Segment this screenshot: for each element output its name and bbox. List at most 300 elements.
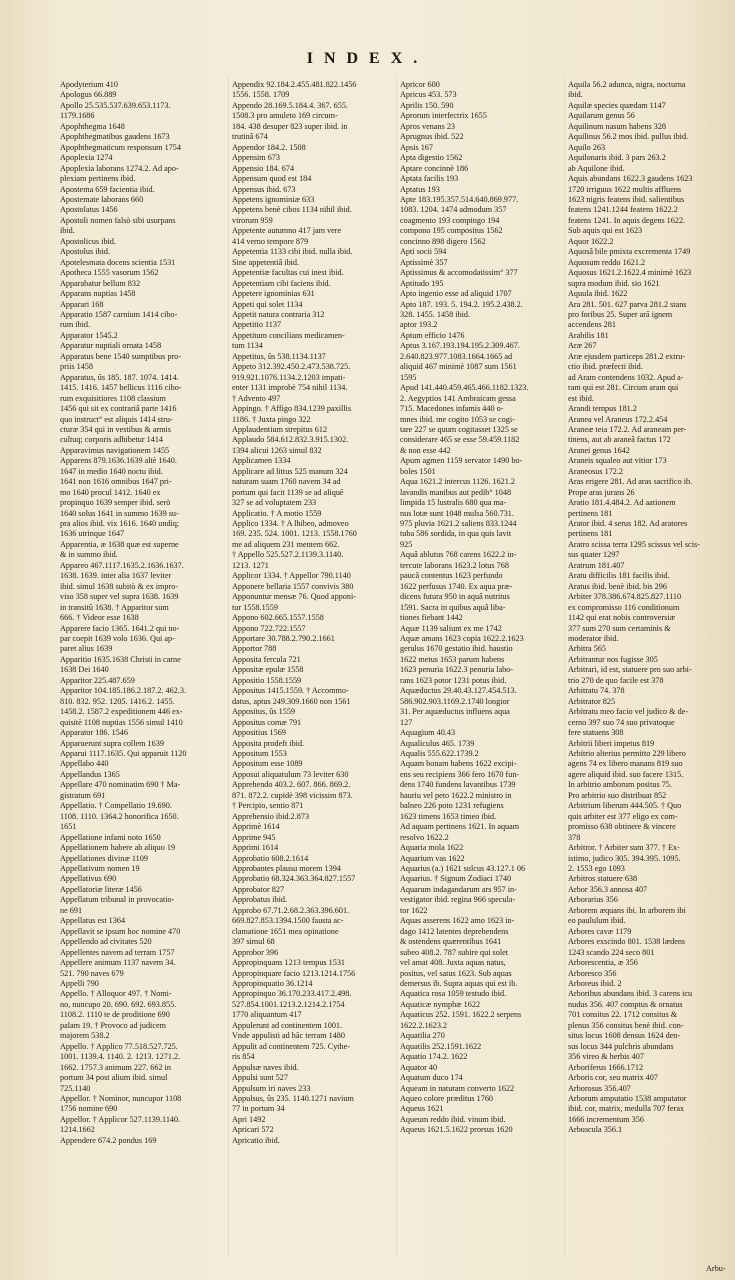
index-entry: Aras erigere 281. Ad aras sacrifico ib. xyxy=(568,477,693,487)
index-entry: Appetitum concilians medicamen- xyxy=(232,330,345,340)
index-entry: Appulsum iri naves 233 xyxy=(232,1083,311,1093)
index-entry: Apponere bellaria 1557 convivis 380 xyxy=(232,581,354,591)
index-entry: tum 1134 xyxy=(232,341,263,351)
index-entry: Aquatica rosa 1059 testudo ibid. xyxy=(400,989,507,999)
index-entry: Aquilinus 56.2 mos ibid. pullus ibid. xyxy=(568,132,689,142)
index-entry: Arbores exscindo 801. 1538 lædens xyxy=(568,937,686,947)
index-entry: Sub aquis qui est 1623 xyxy=(568,226,643,236)
index-entry: Araneosus 172.2 xyxy=(568,466,624,476)
index-entry: Appulerunt ad continentem 1001. xyxy=(232,1020,343,1030)
index-entry: Aquula ibid. 1622 xyxy=(568,289,628,299)
index-entry: Arbuscula 356.1 xyxy=(568,1125,623,1135)
index-entry: mnes ibid. me cogito 1053 se cogi- xyxy=(400,414,515,424)
index-entry: Arbitratu meo facio vel judico & de- xyxy=(568,707,689,717)
index-entry: Sine appetentiâ ibid. xyxy=(232,257,300,267)
index-entry: compono 195 compositus 1562 xyxy=(400,226,503,236)
index-entry: Appendor 184.2. 1508 xyxy=(232,142,306,152)
index-entry: Appendo 28.169.5.184.4. 367. 655. xyxy=(232,100,348,110)
index-entry: Aqua 1621.2 intercus 1126. 1621.2 xyxy=(400,477,515,487)
index-entry: Apto ingenio esse ad aliquid 1707 xyxy=(400,289,512,299)
index-entry: Arbores cavæ 1179 xyxy=(568,926,632,936)
index-entry: Aqualiculus 465. 1739 xyxy=(400,738,475,748)
index-entry: lavandis manibus aut pedib° 1048 xyxy=(400,487,512,497)
index-entry: promisso 638 obtinere & vincere xyxy=(568,822,676,832)
index-entry: Apti socii 594 xyxy=(400,247,447,257)
index-entry: Aqueam in naturam converto 1622 xyxy=(400,1083,515,1093)
index-entry: Arborarius 356 xyxy=(568,895,618,905)
index-entry: cultuq; corporis adhibetur 1414 xyxy=(60,435,164,445)
index-entry: Apostema 659 facientia ibid. xyxy=(60,184,155,194)
index-entry: Apparitor 104.185.186.2.187.2. 462.3. xyxy=(60,686,186,696)
index-entry: Appeto 312.392.450.2.473.538.725. xyxy=(232,362,351,372)
index-entry: Apprehensio ibid.2.873 xyxy=(232,811,310,821)
index-entry: 328. 1455. 1458 ibid. xyxy=(400,309,471,319)
index-entry: 1556. 1558. 1709 xyxy=(232,90,290,100)
index-entry: Aquila 56.2 adunca, nigra, nocturna xyxy=(568,80,686,89)
index-entry: Arbitrator 825 xyxy=(568,696,616,706)
index-entry: Approbor 396 xyxy=(232,947,279,957)
index-entry: Arator ibid. 4 serus 182. Ad aratores xyxy=(568,519,688,529)
index-entry: Aratu difficilis 181 facilis ibid. xyxy=(568,571,670,581)
index-entry: Aquarius (a.) 1621 sulcus 43.127.1 06 xyxy=(400,863,526,873)
index-entry: virorum 959 xyxy=(232,215,273,225)
catchword: Arbu- xyxy=(706,1264,726,1273)
index-entry: Apta digestio 1562 xyxy=(400,153,463,163)
index-entry: Appositius 1569 xyxy=(232,728,286,738)
index-entry: Arboribus abundans ibid. 3 carens icu xyxy=(568,989,693,999)
index-entry: Apparens 879.1636.1639 altè 1640. xyxy=(60,456,177,466)
index-entry: ad Aram contendens 1032. Apud a- xyxy=(568,372,684,382)
index-entry: Apsis 167 xyxy=(400,142,433,152)
index-entry: paucâ contentus 1623 perfundo xyxy=(400,571,503,581)
index-entry: 77 in portum 34 xyxy=(232,1104,285,1114)
index-entry: Approbator 827 xyxy=(232,884,285,894)
index-entry: 1622 metus 1653 parum habens xyxy=(400,654,505,664)
index-entry: Appetit natura contraria 312 xyxy=(232,309,325,319)
index-entry: & ostendens quærentibus 1641 xyxy=(400,937,502,947)
index-entry: Aprilis 150. 590 xyxy=(400,100,454,110)
index-entry: Appendere 674.2 pondus 169 xyxy=(60,1135,157,1145)
index-entry: 1243 scando 224 seco 801 xyxy=(568,947,655,957)
index-entry: Arboreus ibid. 2 xyxy=(568,978,622,988)
index-entry: Appositum esse 1089 xyxy=(232,759,303,769)
index-entry: Arborum amputatio 1538 amputator xyxy=(568,1093,687,1103)
index-entry: 1622.2.1623.2 xyxy=(400,1020,448,1030)
index-entry: Aquilo 263 xyxy=(568,142,606,152)
index-entry: Appendix 92.184.2.455.481.822.1456 xyxy=(232,80,357,89)
index-entry: ab Aquilone ibid. xyxy=(568,163,625,173)
index-entry: paret alius 1639 xyxy=(60,644,113,654)
index-entry: Arborosus 356.407 xyxy=(568,1083,631,1093)
index-entry: 356 vireo & herbis 407 xyxy=(568,1052,644,1062)
index-entry: Aranei genus 1642 xyxy=(568,445,630,455)
index-entry: Applico 1334. † A lhibeo, admoveo xyxy=(232,519,349,529)
index-entry: 184. 438 desuper 823 super ibid. in xyxy=(232,121,348,131)
index-entry: Aquosâ bile pmixta excrementa 1749 xyxy=(568,247,691,257)
index-entry: Approbatio 68.324.363.364.827.1557 xyxy=(232,874,356,884)
index-entry: Apostolatus 1456 xyxy=(60,205,118,215)
index-entry: Aquatilis 252.1591.1622 xyxy=(400,1041,482,1051)
index-entry: Apparator 1545.2 xyxy=(60,330,118,340)
index-entry: Aquatum duco 174 xyxy=(400,1073,463,1083)
index-entry: Applicor 1334. † Appellor 790.1140 xyxy=(232,571,351,581)
index-entry: 31. Per aquæductus influens aqua xyxy=(400,707,510,717)
page-header: INDEX. xyxy=(306,50,429,67)
index-entry: Arbitratu 74. 378 xyxy=(568,686,625,696)
index-entry: Approbatio 608.2.1614 xyxy=(232,853,309,863)
index-entry: 377 sum 270 sum certaminis & xyxy=(568,623,671,633)
index-entry: Aqueum reddo ibid. vinum ibid. xyxy=(400,1114,506,1124)
index-entry: Apricari 572 xyxy=(232,1125,274,1135)
index-entry: Apophthegmaticum responsum 1754 xyxy=(60,142,181,152)
index-entry: Apparuerunt supra collem 1639 xyxy=(60,738,164,748)
index-entry: Appositus, ûs 1559 xyxy=(232,707,296,717)
index-entry: 414 verno tempore 879 xyxy=(232,236,309,246)
index-entry: Appellendo ad civitates 520 xyxy=(60,937,152,947)
index-entry: Apparitio 1635.1638 Christi in carne xyxy=(60,654,181,664)
index-entry: † Advento 497 xyxy=(232,393,281,403)
index-entry: Appropinquatio 36.1214 xyxy=(232,978,313,988)
index-entry: Arbitrio alterius permitto 229 libero xyxy=(568,749,686,758)
index-entry: Appareo 467.1117.1635.2.1636.1637. xyxy=(60,560,184,570)
index-entry: Arbitra 565 xyxy=(568,644,606,654)
index-entry: Aprugnus ibid. 522 xyxy=(400,132,464,142)
index-entry: Aqueus 1621.5.1622 prorsus 1620 xyxy=(400,1125,513,1135)
index-entry: Appellatoriæ literæ 1456 xyxy=(60,884,142,894)
index-entry: Appulsi sunt 527 xyxy=(232,1073,288,1083)
index-entry: Ad aquam pertinens 1621. In aquam xyxy=(400,822,520,832)
index-entry: Apprimi 1614 xyxy=(232,843,279,853)
index-entry: Appensim 673 xyxy=(232,153,280,163)
index-entry: Approbantes plausu morem 1394 xyxy=(232,863,341,873)
index-entry: Applaudentium strepitus 612 xyxy=(232,424,328,434)
index-entry: Aqueo colore præditus 1760 xyxy=(400,1093,494,1103)
index-entry: Appello. † Applico 77.518.527.725. xyxy=(60,1041,178,1051)
index-entry: Appellere animum 1137 navem 34. xyxy=(60,958,176,968)
index-entry: 1662. 1757.3 animum 227. 662 in xyxy=(60,1062,171,1072)
index-entry: tor 1622 xyxy=(400,905,428,915)
index-entry: tur 1558.1559 xyxy=(232,602,278,612)
index-entry: 1214.1662 xyxy=(60,1125,95,1135)
index-entry: Arbiter 378.386.674.825.827.1110 xyxy=(568,592,682,602)
index-entry: par coepit 1639 volo 1636. Qui ap- xyxy=(60,634,175,644)
index-entry: pertinens 181 xyxy=(568,529,613,539)
index-entry: Apostolus ibid. xyxy=(60,247,111,257)
index-entry: rum exquisitiores 1108 classium xyxy=(60,393,166,403)
index-entry: Apud 141.440.459.465.466.1182.1323. xyxy=(400,383,529,393)
index-entry: Approbo 67.71.2.68.2.363.396.601. xyxy=(232,905,350,915)
index-column-1 xyxy=(60,80,230,1146)
index-entry: Aquarum indagandarum ars 957 in- xyxy=(400,884,517,894)
index-entry: 527.854.1001.1213.2.1214.2.1754 xyxy=(232,999,345,1009)
index-entry: Apprehendo 403.2. 607. 866. 869.2. xyxy=(232,780,351,790)
index-entry: Arbitrantur nos fugisse 305 xyxy=(568,654,658,664)
index-entry: Apparans nuptias 1458 xyxy=(60,289,136,299)
index-entry: Aptatus 193 xyxy=(400,184,440,194)
index-entry: Aptata facilis 193 xyxy=(400,174,459,184)
index-entry: demersus ib. Supra aquas qui est ib. xyxy=(400,978,518,988)
index-entry: Vnde appulisti ad hăc terram 1480 xyxy=(232,1031,345,1041)
index-entry: Appensum quod est 184 xyxy=(232,174,312,184)
index-entry: Aptissimè 357 xyxy=(400,257,448,267)
index-entry: 666. † Videor esse 1638 xyxy=(60,613,139,623)
index-entry: Appellatione infami noto 1650 xyxy=(60,832,161,842)
index-entry: 1770 aliquantum 417 xyxy=(232,1010,302,1020)
index-entry: Apparere facio 1365. 1641.2 qui no- xyxy=(60,623,180,633)
index-entry: resolvo 1622.2 xyxy=(400,832,449,842)
index-entry: Appellatio. † Compellatio 19.690. xyxy=(60,801,172,811)
index-entry: Aranea vel Araneus 172.2.454 xyxy=(568,414,668,424)
index-entry: Appellationes divinæ 1109 xyxy=(60,853,148,863)
index-entry: Appellavit se ipsum hoc nomine 470 xyxy=(60,926,181,936)
index-entry: trio 270 de quo facile est 378 xyxy=(568,675,664,685)
index-entry: Prope aras jurans 26 xyxy=(568,487,635,497)
index-entry: Appropinquare facio 1213.1214.1756 xyxy=(232,968,356,978)
index-entry: Arbitrium liberum 444.505. † Quo xyxy=(568,801,682,811)
index-entry: vestigator ibid. regina 966 specula- xyxy=(400,895,516,905)
index-entry: Arbitrii liberi impetus 819 xyxy=(568,738,655,748)
index-entry: dicens futura 950 in aquâ nutritus xyxy=(400,592,510,602)
index-entry: Appetens benè cibos 1134 nihil ibid. xyxy=(232,205,352,215)
index-entry: Aprorum interfectrix 1655 xyxy=(400,111,487,121)
index-entry: fere statuens 308 xyxy=(568,728,624,738)
index-entry: 127 xyxy=(400,717,413,727)
index-entry: datus, aptus 249.309.1660 non 1561 xyxy=(232,696,351,706)
index-entry: enter 1131 improbè 754 nihil 1134. xyxy=(232,383,348,393)
index-entry: Aquor 1622.2 xyxy=(568,236,614,246)
index-column-3 xyxy=(400,80,570,1136)
index-entry: supra modum ibid. sio 1621 xyxy=(568,278,660,288)
index-entry: Appellor. † Nominor, nuncupor 1108 xyxy=(60,1093,182,1103)
index-entry: Appellare 470 nominatim 690 † Ma- xyxy=(60,780,181,790)
index-entry: viso 358 super vel supra 1638. 1639 xyxy=(60,592,179,602)
index-entry: 1108. 1110. 1364.2 honorifica 1650. xyxy=(60,811,179,821)
index-entry: quo instruct° est aliquis 1414 stru- xyxy=(60,414,173,424)
index-entry: ibid. simul 1638 subitò & ex impro- xyxy=(60,581,179,591)
index-entry: 2. 1553 ego 1093 xyxy=(568,863,625,873)
index-entry: Aquilarum genus 56 xyxy=(568,111,635,121)
index-entry: 1179.1686 xyxy=(60,111,95,121)
index-entry: Apophthegma 1648 xyxy=(60,121,125,131)
index-entry: est ibid. xyxy=(568,393,594,403)
index-entry: Arabilis 181 xyxy=(568,330,609,340)
index-entry: Apte 183.195.357.514.640.869.977. xyxy=(400,194,519,204)
index-entry: Apposui aliquatulum 73 leviter 630 xyxy=(232,769,349,779)
index-entry: gistratum 691 xyxy=(60,790,106,800)
index-entry: Apparavimus navigationem 1455 xyxy=(60,445,170,455)
index-entry: 1720 irriguus 1622 multis affluens xyxy=(568,184,682,194)
index-entry: Ara 281. 501. 627 parva 281.2 stans xyxy=(568,299,687,309)
index-entry: trutinâ 674 xyxy=(232,132,268,142)
index-entry: in transitû 1638. † Apparitor sum xyxy=(60,602,169,612)
index-entry: Appello. † Alloquor 497. † Nomi- xyxy=(60,989,172,999)
index-entry: Appetente autumno 417 jam vere xyxy=(232,226,342,236)
index-entry: 1394 alicui 1263 simul 832 xyxy=(232,445,322,455)
index-entry: 521. 790 naves 679 xyxy=(60,968,124,978)
index-entry: Aræ ejusdem particeps 281.2 extru- xyxy=(568,351,686,361)
index-entry: Apollo 25.535.537.639.653.1173. xyxy=(60,100,171,110)
index-entry: tiones fiebant 1442 xyxy=(400,613,463,623)
index-entry: Aptus 3.167.193.194.195.2.309.467. xyxy=(400,341,520,351)
index-entry: Appellor. † Applicor 527.1139.1140. xyxy=(60,1114,181,1124)
index-entry: Apparatus bene 1540 sumptibus pro- xyxy=(60,351,181,361)
index-entry: Apologus 66.889 xyxy=(60,90,117,100)
index-entry: 1001. 1139.4. 1140. 2. 1213. 1271.2. xyxy=(60,1052,181,1062)
index-entry: Appelli 790 xyxy=(60,978,99,988)
index-entry: Apposita prodeft ibid. xyxy=(232,738,305,748)
index-column-2 xyxy=(232,80,402,1146)
index-entry: 1083. 1204. 1474 admodum 357 xyxy=(400,205,507,215)
index-entry: ibid. xyxy=(60,226,75,236)
index-entry: ne 691 xyxy=(60,905,83,915)
index-entry: 169. 235. 524. 1001. 1213. 1558.1760 xyxy=(232,529,357,539)
index-entry: 1623 timens 1653 timeo ibid. xyxy=(400,811,497,821)
index-entry: Apto 187. 193. 5. 194.2. 195.2.438.2. xyxy=(400,299,523,309)
index-entry: Aptissimus & accomodatissim° 377 xyxy=(400,268,518,278)
index-entry: 871. 872.2. cupidè 398 vicissim 873. xyxy=(232,790,353,800)
index-entry: Apprime 945 xyxy=(232,832,276,842)
index-entry: Apparatur nuptiali ornata 1458 xyxy=(60,341,162,351)
index-entry: pertinens 181 xyxy=(568,508,613,518)
index-entry: Apportor 788 xyxy=(232,644,277,654)
index-entry: Aquæductus 29.40.43.127.454.513. xyxy=(400,686,517,696)
index-entry: Apri 1492 xyxy=(232,1114,266,1124)
index-entry: 1213. 1271 xyxy=(232,560,269,570)
index-entry: Aratio 181.4.484.2. Ad aationem xyxy=(568,498,676,508)
index-entry: Appulsus, ûs 235. 1140.1271 navium xyxy=(232,1093,354,1103)
index-entry: Appositum 1553 xyxy=(232,749,287,758)
index-entry: Aquis abundans 1622.3 gaudens 1623 xyxy=(568,174,693,184)
index-entry: Aratrum 181.407 xyxy=(568,560,625,570)
index-entry: Apparari 168 xyxy=(60,299,104,309)
index-entry: rans 1623 potor 1231 potus ibid. xyxy=(400,675,507,685)
index-entry: Arbitros statuere 638 xyxy=(568,874,638,884)
index-entry: 378 xyxy=(568,832,581,842)
index-entry: 1623 penuria 1622.3 penuria labo- xyxy=(400,665,514,675)
index-entry: 1638. 1639. inter alia 1637 leviter xyxy=(60,571,172,581)
index-entry: moderator ibid. xyxy=(568,634,619,644)
index-entry: rum ibid. xyxy=(60,320,91,330)
index-entry: pro foribus 25. Super arā ignem xyxy=(568,309,673,319)
index-entry: Apotelesmata docens scientia 1531 xyxy=(60,257,176,267)
index-entry: 1640 solus 1641 in summo 1639 su- xyxy=(60,508,179,518)
index-entry: Arbitror. † Arbiter sum 377. † Ex- xyxy=(568,843,680,853)
index-entry: priis 1458 xyxy=(60,362,93,372)
index-entry: Aquaticæ nymphæ 1622 xyxy=(400,999,481,1009)
index-entry: Aquagium 40.43 xyxy=(400,728,456,738)
index-entry: Aquâ ablutus 768 carens 1622.2 in- xyxy=(400,550,517,560)
index-entry: tercute laborans 1623.2 lotus 768 xyxy=(400,560,509,570)
index-entry: 1623 nigris featens ibid. salientibus xyxy=(568,194,685,204)
index-entry: 1647 in medio 1640 noctu ibid. xyxy=(60,466,163,476)
index-entry: 1638 Dei 1640 xyxy=(60,665,109,675)
index-entry: Aptitudo 195 xyxy=(400,278,444,288)
index-entry: Aptare concinnè 186 xyxy=(400,163,469,173)
index-entry: Appono 602.665.1557.1558 xyxy=(232,613,324,623)
index-entry: Appetens ignominiæ 633 xyxy=(232,194,315,204)
index-entry: Appellatum tribunal in provocatio- xyxy=(60,895,175,905)
index-entry: 1456 qui sit ex contrariâ parte 1416 xyxy=(60,404,177,414)
index-entry: Apparatus, ûs 185. 187. 1074. 1414. xyxy=(60,372,179,382)
index-entry: Appetentiæ facultas cui inest ibid. xyxy=(232,268,344,278)
index-entry: majorem 538.2 xyxy=(60,1031,110,1041)
index-entry: Aquosus 1621.2.1622.4 minimè 1623 xyxy=(568,268,692,278)
index-entry: nudus 356. 407 comptus & ornatus xyxy=(568,999,683,1009)
index-entry: Appetitus, ûs 538.1134.1137 xyxy=(232,351,326,361)
index-entry: no, nuncupo 20. 690. 692. 693.855. xyxy=(60,999,177,1009)
index-entry: me ad aliquem 231 mentem 662. xyxy=(232,539,340,549)
index-entry: tare 227 se quum cogitasset 1325 se xyxy=(400,424,518,434)
index-entry: gerulus 1670 gestatio ibid. haustio xyxy=(400,644,513,654)
index-entry: Aquaria mola 1622 xyxy=(400,843,464,853)
index-entry: featens 1241. In aquis degens 1622. xyxy=(568,215,686,225)
index-entry: Aratus ibid. benè ibid. bis 296 xyxy=(568,581,667,591)
index-entry: † Appello 525.527.2.1139.3.1140. xyxy=(232,550,344,560)
index-entry: ris 854 xyxy=(232,1052,255,1062)
index-entry: ens seu recipiens 366 fero 1670 fun- xyxy=(400,769,520,779)
index-entry: Appetere ignominias 631 xyxy=(232,289,315,299)
index-entry: vel amat 408. Juxta aquas natus, xyxy=(400,958,506,968)
index-entry: situs locus 1608 densus 1624 den- xyxy=(568,1031,681,1041)
index-entry: pra alios ibid. vix 1616. 1640 undiq; xyxy=(60,519,180,529)
index-entry: considerare 465 se esse 59.459.1182 xyxy=(400,435,520,445)
index-entry: Aquæ 1139 saliunt ex me 1742 xyxy=(400,623,502,633)
index-entry: Appingo. † Affigo 834.1239 paxillis xyxy=(232,404,352,414)
index-entry: Appropinquans 1213 tempus 1531 xyxy=(232,958,346,968)
index-entry: Apoplexia 1274 xyxy=(60,153,113,163)
index-entry: Apparator 186. 1546 xyxy=(60,728,128,738)
index-entry: 810. 832. 952. 1205. 1416.2. 1455. xyxy=(60,696,175,706)
index-entry: mo 1640 procul 1412. 1640 ex xyxy=(60,487,161,497)
index-entry: 1595 xyxy=(400,372,417,382)
index-entry: Aquæ amans 1623 copia 1622.2.1623 xyxy=(400,634,524,644)
index-entry: Aquilinum nasum habens 328 xyxy=(568,121,667,131)
index-entry: naturam suam 1760 navem 34 ad xyxy=(232,477,341,487)
index-entry: Appeti qui solet 1134 xyxy=(232,299,303,309)
index-entry: Aquas asserens 1622 amo 1623 in- xyxy=(400,916,515,926)
index-entry: Appellentes navem ad terram 1757 xyxy=(60,947,175,957)
index-entry: Arbor 356.3 annosa 407 xyxy=(568,884,648,894)
index-entry: † Percipio, sentio 871 xyxy=(232,801,304,811)
index-entry: Apostoli nomen falsò sibi usurpans xyxy=(60,215,176,225)
index-entry: 715. Macedones infamis 440 o- xyxy=(400,404,504,414)
index-entry: ctio ibid. præfecti ibid. xyxy=(568,362,643,372)
index-entry: accendens 281 xyxy=(568,320,616,330)
index-entry: coagmento 193 compingo 194 xyxy=(400,215,500,225)
index-entry: Appellativum nomen 19 xyxy=(60,863,140,873)
index-entry: 919.921.1076.1134.2.1203 impati- xyxy=(232,372,346,382)
index-entry: 1651 xyxy=(60,822,77,832)
index-entry: Apros venans 23 xyxy=(400,121,456,131)
index-entry: Appetentiam cibi faciens ibid. xyxy=(232,278,331,288)
index-entry: nus lotæ sunt 1048 mulsa 560.731. xyxy=(400,508,514,518)
index-entry: Appellatus est 1364 xyxy=(60,916,126,926)
index-entry: quisitè 1108 nuptias 1556 simul 1410 xyxy=(60,717,183,727)
index-entry: 1186. † Juxta pingo 322 xyxy=(232,414,311,424)
index-entry: Apportare 30.788.2.790.2.1661 xyxy=(232,634,335,644)
index-entry: 1622 perfusus 1740. Ex aqua præ- xyxy=(400,581,513,591)
index-entry: palam 19. † Provoco ad judicem xyxy=(60,1020,166,1030)
index-entry: Aptum efficio 1476 xyxy=(400,330,465,340)
index-entry: plenus 356 consitus benè ibid. con- xyxy=(568,1020,684,1030)
index-entry: balneo 226 poto 1231 refugiens xyxy=(400,801,504,811)
index-entry: 1641 non 1616 omnibus 1647 pri- xyxy=(60,477,172,487)
index-entry: aptor 193.2 xyxy=(400,320,438,330)
index-entry: 586.902.903.1169.2.1740 longior xyxy=(400,696,510,706)
index-entry: Apricor 600 xyxy=(400,80,440,89)
index-entry: limpida 15 lustralis 680 qua ma- xyxy=(400,498,507,508)
index-entry: ibid. cor, matrix, medulla 707 ferax xyxy=(568,1104,685,1114)
